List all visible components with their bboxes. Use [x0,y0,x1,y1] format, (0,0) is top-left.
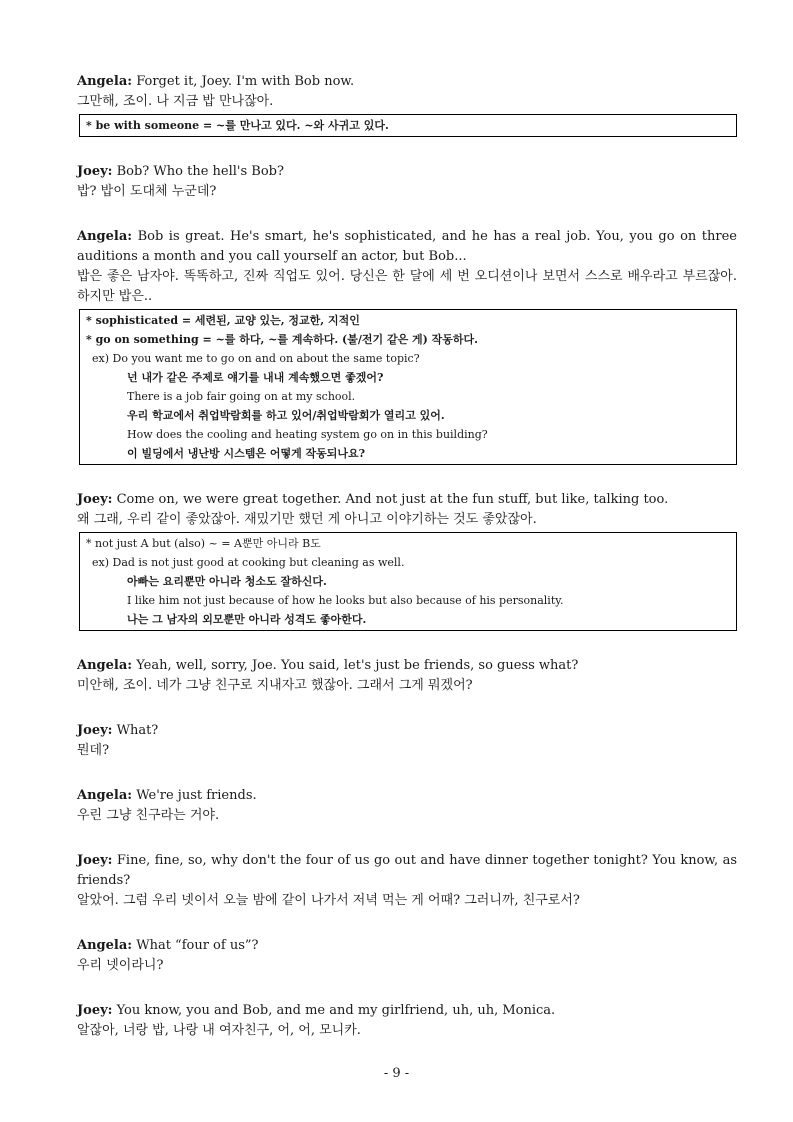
english-text: Fine, fine, so, why don't the four of us go out and have dinner together tonight? You know, as friends? [77,853,737,888]
speaker-name: Angela: [77,229,133,244]
english-line [77,1001,737,1021]
english-text: We're just friends. [136,788,257,803]
english-text: Forget it, Joey. I'm with Bob now. [136,74,355,89]
dialogue-block [77,72,737,137]
vocab-note-line: 나는 그 남자의 외모뿐만 아니라 성격도 좋아한다. [127,613,367,626]
korean-translation: 밥은 좋은 남자야. 똑똑하고, 진짜 직업도 있어. 당신은 한 달에 세 번 오디션이나 보면서 스스로 배우라고 부르잖아. 하지만 밥은.. [77,269,737,304]
english-line [77,72,737,92]
korean-translation: 우리 넷이라니? [77,958,164,973]
english-line [77,851,737,891]
vocab-note-line: ex) Dad is not just good at cooking but cleaning as well. [92,556,405,569]
vocab-note-line: There is a job fair going on at my school. [127,390,356,403]
english-text: Bob is great. He's smart, he's sophisticated, and he has a real job. You, you go on three auditions a month and you call yourself an actor, but Bob... [77,229,738,264]
english-line [77,490,737,510]
dialogue-block [77,936,737,976]
speaker-name: Angela: [77,658,133,673]
english-line [77,227,737,267]
korean-translation: 밥? 밥이 도대체 누군데? [77,184,217,199]
dialogue-block [77,162,737,202]
vocab-note-line: 우리 학교에서 취업박람회를 하고 있어/취업박람회가 열리고 있어. [127,409,445,422]
vocab-note-line: I like him not just because of how he looks but also because of his personality. [127,594,564,607]
speaker-name: Angela: [77,788,133,803]
korean-translation: 그만해, 조이. 나 지금 밥 만나잖아. [77,94,274,109]
vocab-note-line: How does the cooling and heating system go on in this building? [127,428,488,441]
dialogue-block [77,1001,737,1041]
vocab-note-line: 아빠는 요리뿐만 아니라 청소도 잘하신다. [127,575,327,588]
english-line [77,656,737,676]
speaker-name: Angela: [77,938,133,953]
korean-translation: 알았어. 그럼 우리 넷이서 오늘 밤에 같이 나가서 저녁 먹는 게 어때? 그러니까, 친구로서? [77,893,580,908]
vocab-note-line: 넌 내가 같은 주제로 얘기를 내내 계속했으면 좋겠어? [127,371,384,384]
english-text: What? [116,723,159,738]
page-number: - 9 - [383,1066,410,1081]
korean-translation: 왜 그래, 우리 같이 좋았잖아. 재밌기만 했던 게 아니고 이야기하는 것도 좋았잖아. [77,512,537,527]
english-text: Bob? Who the hell's Bob? [116,164,284,179]
speaker-name: Joey: [77,164,113,179]
vocab-note-line: * sophisticated = 세련된, 교양 있는, 정교한, 지적인 [86,314,360,327]
english-text: Come on, we were great together. And not just at the fun stuff, but like, talking too. [116,492,669,507]
dialogue-block [77,721,737,761]
vocab-note-line: * be with someone = ~를 만나고 있다. ~와 사귀고 있다. [86,119,389,132]
vocab-note-line: * not just A but (also) ~ = A뿐만 아니라 B도 [86,537,321,550]
english-text: What “four of us”? [136,938,259,953]
vocab-note-box [79,114,737,137]
speaker-name: Joey: [77,1003,113,1018]
speaker-name: Joey: [77,723,113,738]
english-line [77,786,737,806]
vocab-note-line: 이 빌딩에서 냉난방 시스템은 어떻게 작동되나요? [127,447,366,460]
vocab-note-line: ex) Do you want me to go on and on about the same topic? [92,352,420,365]
english-text: Yeah, well, sorry, Joe. You said, let's just be friends, so guess what? [136,658,579,673]
dialogue-block [77,786,737,826]
speaker-name: Joey: [77,853,113,868]
korean-translation: 우린 그냥 친구라는 거야. [77,808,220,823]
english-line [77,721,737,741]
dialogue-block [77,227,737,465]
vocab-note-box [79,309,737,465]
dialogue-block [77,656,737,696]
korean-translation: 뭔데? [77,743,110,758]
korean-translation: 알잖아, 너랑 밥, 나랑 내 여자친구, 어, 어, 모니카. [77,1023,361,1038]
vocab-note-box [79,532,737,631]
dialogue-block [77,490,737,631]
english-line [77,936,737,956]
vocab-note-line: * go on something = ~를 하다, ~를 계속하다. (불/전기 같은 게) 작동하다. [86,333,479,346]
dialogue-block [77,851,737,911]
document-body [77,72,737,1066]
english-line [77,162,737,182]
korean-translation: 미안해, 조이. 네가 그냥 친구로 지내자고 했잖아. 그래서 그게 뭐겠어? [77,678,473,693]
speaker-name: Angela: [77,74,133,89]
english-text: You know, you and Bob, and me and my girlfriend, uh, uh, Monica. [116,1003,556,1018]
speaker-name: Joey: [77,492,113,507]
